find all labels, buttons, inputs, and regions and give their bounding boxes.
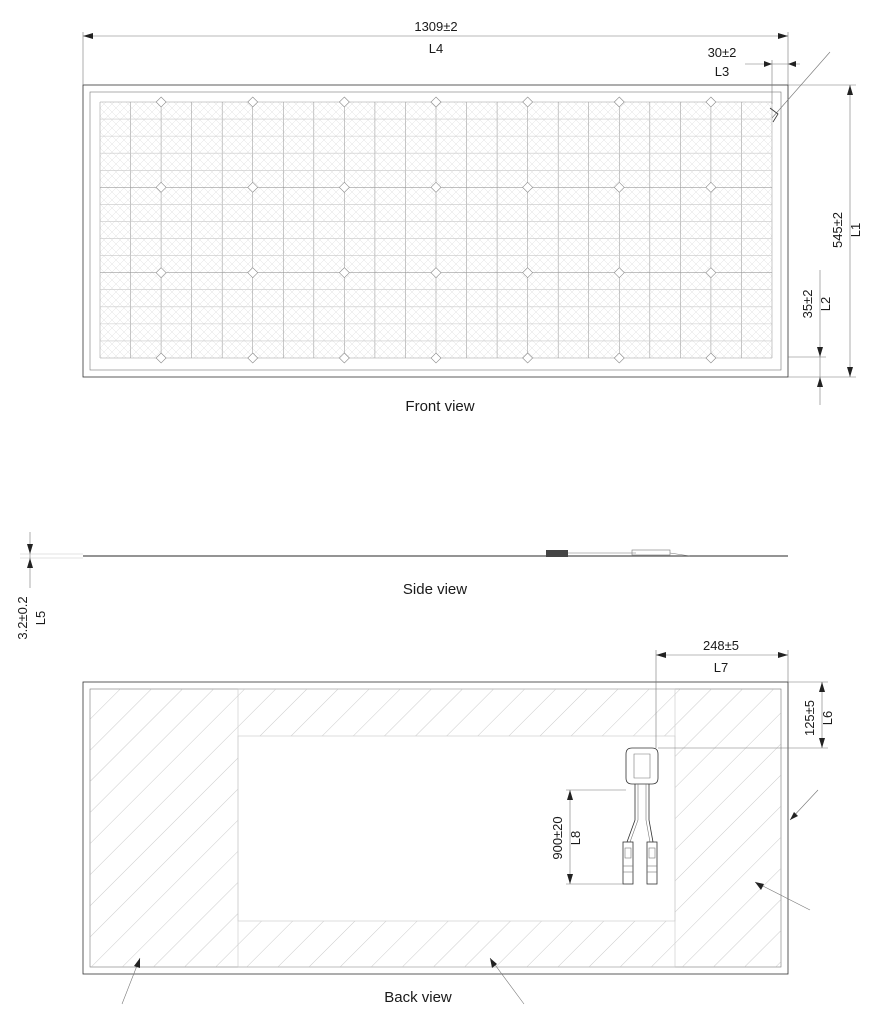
side-view — [15, 532, 788, 640]
cable-assembly — [623, 748, 658, 884]
front-view — [83, 19, 863, 415]
cable-loop-inner — [634, 754, 650, 778]
L1-value: 545±2 — [830, 211, 845, 249]
back-view-caption: Back view — [384, 989, 452, 1006]
dimension-L8 — [550, 790, 626, 884]
L4-value: 1309±2 — [414, 19, 458, 34]
cable-loop — [626, 748, 658, 784]
L5-value: 3.2±0.2 — [15, 596, 30, 640]
back-view — [83, 638, 835, 1006]
dimension-L2 — [788, 270, 833, 405]
L2-label: L2 — [818, 296, 833, 312]
front-view-caption: Front view — [405, 398, 475, 415]
L8-label: L8 — [568, 830, 583, 846]
L6-label: L6 — [820, 710, 835, 726]
side-view-caption: Side view — [402, 581, 468, 598]
L3-value: 30±2 — [707, 45, 737, 60]
L3-label: L3 — [714, 64, 730, 79]
dimension-L1 — [788, 85, 863, 377]
L6-value: 125±5 — [802, 699, 817, 737]
back-unhatched-window — [238, 736, 675, 921]
L7-value: 248±5 — [702, 638, 740, 653]
connector-positive — [623, 842, 633, 884]
dimension-L3 — [708, 45, 800, 104]
connector-negative — [647, 842, 657, 884]
L4-label: L4 — [428, 41, 444, 56]
L5-label: L5 — [33, 610, 48, 626]
back-hatched-area — [90, 689, 781, 967]
dimension-L5 — [15, 532, 48, 640]
L2-value: 35±2 — [800, 289, 815, 319]
L1-label: L1 — [848, 222, 863, 238]
L8-value: 900±20 — [550, 816, 565, 860]
dimension-L4 — [83, 19, 788, 85]
L7-label: L7 — [713, 660, 729, 675]
